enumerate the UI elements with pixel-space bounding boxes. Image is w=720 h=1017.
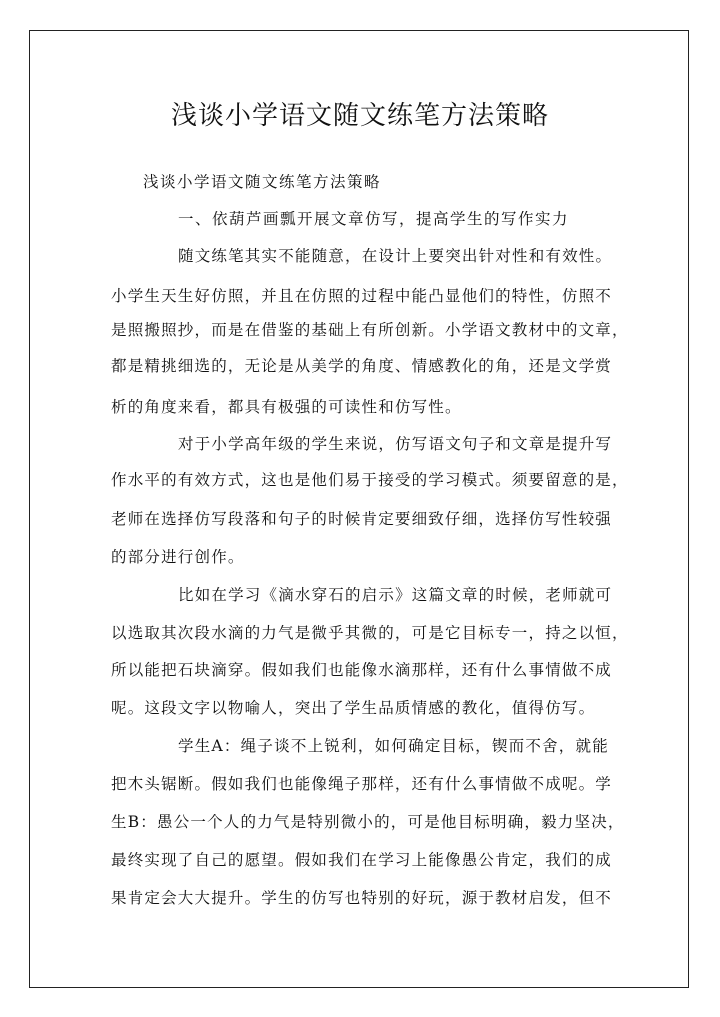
paragraph-line: 学生A：绳子谈不上锐利，如何确定目标，锲而不舍，就能 xyxy=(178,737,609,755)
section-heading: 一、依葫芦画瓢开展文章仿写，提高学生的写作实力 xyxy=(178,210,570,228)
paragraph-line: 的部分进行创作。 xyxy=(111,548,245,566)
paragraph-line: 小学生天生好仿照，并且在仿照的过程中能凸显他们的特性，仿照不 xyxy=(111,287,613,305)
paragraph-line: 呢。这段文字以物喻人，突出了学生品质情感的教化，值得仿写。 xyxy=(111,699,596,717)
document-subtitle: 浅谈小学语文随文练笔方法策略 xyxy=(143,173,382,191)
paragraph-line: 最终实现了自己的愿望。假如我们在学习上能像愚公肯定，我们的成 xyxy=(111,851,613,869)
paragraph-line: 是照搬照抄，而是在借鉴的基础上有所创新。小学语文教材中的文章， xyxy=(111,321,629,339)
paragraph-line: 以选取其次段水滴的力气是微乎其微的，可是它目标专一，持之以恒， xyxy=(111,624,629,642)
paragraph-line: 对于小学高年级的学生来说，仿写语文句子和文章是提升写 xyxy=(178,435,613,453)
paragraph-line: 把木头锯断。假如我们也能像绳子那样，还有什么事情做不成呢。学 xyxy=(111,775,613,793)
paragraph-line: 老师在选择仿写段落和句子的时候肯定要细致仔细，选择仿写性较强 xyxy=(111,510,613,528)
paragraph-line: 比如在学习《滴水穿石的启示》这篇文章的时候，老师就可 xyxy=(178,586,613,604)
paragraph-line: 都是精挑细选的，无论是从美学的角度、情感教化的角，还是文学赏 xyxy=(111,357,613,375)
paragraph-line: 所以能把石块滴穿。假如我们也能像水滴那样，还有什么事情做不成 xyxy=(111,661,613,679)
paragraph-line: 作水平的有效方式，这也是他们易于接受的学习模式。须要留意的是， xyxy=(111,471,629,489)
document-title: 浅谈小学语文随文练笔方法策略 xyxy=(170,101,549,131)
paragraph-line: 析的角度来看，都具有极强的可读性和仿写性。 xyxy=(111,398,462,416)
paragraph-line: 随文练笔其实不能随意，在设计上要突出针对性和有效性。 xyxy=(178,247,613,265)
paragraph-line: 果肯定会大大提升。学生的仿写也特别的好玩，源于教材启发，但不 xyxy=(111,889,613,907)
paragraph-line: 生B：愚公一个人的力气是特别微小的，可是他目标明确，毅力坚决， xyxy=(111,813,625,831)
